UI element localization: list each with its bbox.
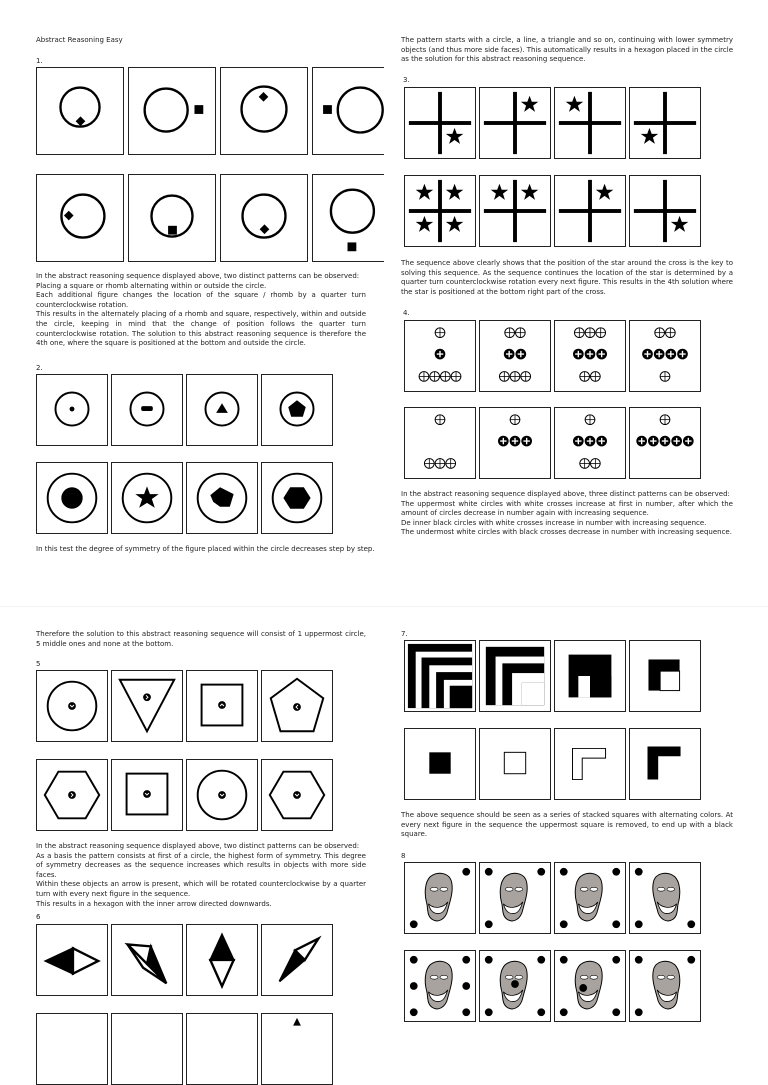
triangle-arrow-icon bbox=[112, 671, 182, 741]
black-cross-circle-icon bbox=[596, 436, 607, 447]
q7-figure-1 bbox=[404, 640, 476, 712]
black-dot-icon bbox=[687, 956, 695, 964]
black-l-shape-icon bbox=[630, 729, 700, 799]
circle-cross-figure bbox=[480, 408, 550, 478]
white-cross-circle-icon bbox=[451, 372, 461, 382]
q4-answer-1[interactable] bbox=[404, 407, 476, 479]
q1-explanation-line-1: In the abstract reasoning sequence displayed above, two distinct patterns can be observed: bbox=[36, 272, 360, 280]
hexagon-arrow-icon bbox=[262, 760, 332, 830]
black-dot-icon bbox=[560, 920, 568, 928]
black-cross-circle-icon bbox=[585, 349, 596, 360]
q8-answer-2[interactable] bbox=[479, 950, 551, 1022]
q1-explanation bbox=[36, 272, 366, 349]
face-with-dots-figure bbox=[555, 863, 625, 933]
q7-answer-1[interactable] bbox=[404, 728, 476, 800]
white-cross-circle-icon bbox=[499, 372, 509, 382]
circle-rhomb-icon bbox=[221, 175, 307, 261]
face-icon bbox=[575, 873, 602, 921]
q4-figure-3 bbox=[554, 320, 626, 392]
white-cross-circle-icon bbox=[446, 459, 456, 469]
q7-label: 7. bbox=[401, 630, 408, 638]
q1-answer-4[interactable] bbox=[312, 174, 384, 262]
black-cross-circle-icon bbox=[636, 436, 647, 447]
white-cross-circle-icon bbox=[660, 372, 670, 382]
black-dot-icon bbox=[635, 956, 643, 964]
q4-explanation-line-3: De inner black circles with white crosses increase in number with increasing sequence. bbox=[401, 518, 707, 527]
face-with-dots-figure bbox=[555, 951, 625, 1021]
q4-continued: Therefore the solution to this abstract reasoning sequence will consist of 1 uppermost circle, 5 middle ones and none at the bottom. bbox=[36, 630, 366, 648]
black-cross-circle-icon bbox=[515, 349, 526, 360]
circle-square-icon bbox=[313, 68, 384, 154]
square-arrow-icon bbox=[187, 671, 257, 741]
q4-answer-4[interactable] bbox=[629, 407, 701, 479]
black-cross-circle-icon bbox=[498, 436, 509, 447]
white-cross-circle-icon bbox=[510, 415, 520, 425]
black-dot-icon bbox=[462, 1008, 470, 1016]
q6-figure-3 bbox=[186, 924, 258, 996]
q1-answer-1[interactable] bbox=[36, 174, 124, 262]
square-arrow-icon bbox=[112, 760, 182, 830]
circle-cross-figure bbox=[630, 321, 700, 391]
black-cross-circle-icon bbox=[573, 349, 584, 360]
q5-explanation-line-3: Within these objects an arrow is present, which will be rotated counterclockwise by a quarter turn with every next figure in the sequence. bbox=[36, 880, 366, 898]
circle-cross-figure bbox=[405, 321, 475, 391]
q4-figure-2 bbox=[479, 320, 551, 392]
q8-answer-3[interactable] bbox=[554, 950, 626, 1022]
q2-figure-3 bbox=[186, 374, 258, 446]
q3-figure-2 bbox=[479, 87, 551, 159]
face-with-dots-figure bbox=[405, 951, 475, 1021]
black-dot-icon bbox=[687, 920, 695, 928]
white-cross-circle-icon bbox=[521, 372, 531, 382]
white-cross-circle-icon bbox=[596, 328, 606, 338]
black-cross-circle-icon bbox=[683, 436, 694, 447]
circle-irregular-shape-icon bbox=[187, 463, 257, 533]
q5-figure-3 bbox=[186, 670, 258, 742]
black-cross-circle-icon bbox=[671, 436, 682, 447]
black-dot-icon bbox=[410, 1008, 418, 1016]
circle-star-icon bbox=[112, 463, 182, 533]
q3-label: 3. bbox=[403, 76, 410, 84]
q2-figure-1 bbox=[36, 374, 108, 446]
black-cross-circle-icon bbox=[648, 436, 659, 447]
q5-explanation-line-2: As a basis the pattern consists at first of a circle, the highest form of symmetry. This degree of symmetry decreases as the sequence increases which results in objects with more side faces. bbox=[36, 851, 366, 879]
q4-label: 4. bbox=[403, 309, 410, 317]
black-dot-icon bbox=[511, 980, 519, 988]
q7-answer-4[interactable] bbox=[629, 728, 701, 800]
q7-answer-2[interactable] bbox=[479, 728, 551, 800]
stacked-squares-icon bbox=[480, 641, 550, 711]
q4-explanation-line-4: The undermost white circles with black crosses decrease in number with increasing sequence. bbox=[401, 528, 732, 537]
q5-answer-4[interactable] bbox=[261, 759, 333, 831]
black-dot-icon bbox=[612, 1008, 620, 1016]
black-dot-icon bbox=[462, 982, 470, 990]
circle-cross-figure bbox=[630, 408, 700, 478]
white-cross-circle-icon bbox=[585, 415, 595, 425]
q6-figure-4 bbox=[261, 924, 333, 996]
q5-figure-2 bbox=[111, 670, 183, 742]
black-dot-icon bbox=[485, 956, 493, 964]
black-dot-icon bbox=[462, 868, 470, 876]
q6-label: 6 bbox=[36, 913, 41, 921]
white-l-shape-icon bbox=[555, 729, 625, 799]
white-cross-circle-icon bbox=[435, 415, 445, 425]
page-divider bbox=[0, 606, 768, 607]
split-rhomb-icon bbox=[262, 925, 332, 995]
face-with-dots-figure bbox=[405, 863, 475, 933]
circle-cross-figure bbox=[555, 321, 625, 391]
q8-answer-1[interactable] bbox=[404, 950, 476, 1022]
circle-square-icon bbox=[129, 175, 215, 261]
q3-figure-4 bbox=[629, 87, 701, 159]
white-cross-circle-icon bbox=[655, 328, 665, 338]
black-cross-circle-icon bbox=[521, 436, 532, 447]
circle-cross-figure bbox=[555, 408, 625, 478]
q3-explanation: The sequence above clearly shows that the position of the star around the cross is the key to solving this sequence. As the sequence continues the location of the star is determined by a quarter turn counterclockwise rotation every next figure. This results in the 4th solution where the star is positioned at the bottom right part of the cross. bbox=[401, 259, 733, 296]
white-cross-circle-icon bbox=[430, 372, 440, 382]
face-icon bbox=[575, 961, 602, 1009]
pentagon-arrow-icon bbox=[262, 671, 332, 741]
black-dot-icon bbox=[485, 868, 493, 876]
circle-cross-figure bbox=[480, 321, 550, 391]
black-dot-icon bbox=[560, 868, 568, 876]
cross-four-stars-icon bbox=[405, 176, 475, 246]
white-cross-circle-icon bbox=[580, 459, 590, 469]
white-cross-circle-icon bbox=[505, 328, 515, 338]
q2-explanation: In this test the degree of symmetry of the figure placed within the circle decreases step by step. bbox=[36, 545, 375, 553]
black-dot-icon bbox=[635, 1008, 643, 1016]
q7-explanation: The above sequence should be seen as a series of stacked squares with alternating colors. At every next figure in the sequence the uppermost square is removed, to end up with a black square. bbox=[401, 811, 733, 839]
q3-answer-2[interactable] bbox=[479, 175, 551, 247]
q8-figure-1 bbox=[404, 862, 476, 934]
white-cross-circle-icon bbox=[424, 459, 434, 469]
black-cross-circle-icon bbox=[573, 436, 584, 447]
q1-figure-1 bbox=[36, 67, 124, 155]
white-cross-circle-icon bbox=[435, 328, 445, 338]
face-with-dots-figure bbox=[480, 951, 550, 1021]
q8-label: 8 bbox=[401, 852, 406, 860]
black-dot-icon bbox=[537, 1008, 545, 1016]
circle-arrow-icon bbox=[187, 760, 257, 830]
q5-answer-3[interactable] bbox=[186, 759, 258, 831]
q1-explanation-line-4: This results in the alternately placing of a rhomb and square, respectively, within and outside the circle, keeping in mind that the change of position follows the quarter turn counterclockwise rotation. The solution to this abstract reasoning sequence is therefore the 4th one, where the square is positioned at the bottom and outside the circle. bbox=[36, 310, 366, 348]
q3-figure-1 bbox=[404, 87, 476, 159]
q3-answer-1[interactable] bbox=[404, 175, 476, 247]
white-cross-circle-icon bbox=[590, 459, 600, 469]
q7-figure-3 bbox=[554, 640, 626, 712]
q8-figure-3 bbox=[554, 862, 626, 934]
white-cross-circle-icon bbox=[580, 372, 590, 382]
q8-figure-4 bbox=[629, 862, 701, 934]
circle-filled-circle-icon bbox=[37, 463, 107, 533]
black-square-icon bbox=[405, 729, 475, 799]
q5-label: 5 bbox=[36, 660, 41, 668]
q5-explanation-line-1: In the abstract reasoning sequence displayed above, two distinct patterns can be observed: bbox=[36, 842, 360, 850]
black-cross-circle-icon bbox=[654, 349, 665, 360]
black-cross-circle-icon bbox=[596, 349, 607, 360]
q2-label: 2. bbox=[36, 364, 43, 372]
white-cross-circle-icon bbox=[435, 459, 445, 469]
q2-answer-4[interactable] bbox=[261, 462, 333, 534]
q4-figure-4 bbox=[629, 320, 701, 392]
q3-answer-4[interactable] bbox=[629, 175, 701, 247]
black-cross-circle-icon bbox=[665, 349, 676, 360]
face-icon bbox=[653, 873, 680, 921]
q2-answer-2[interactable] bbox=[111, 462, 183, 534]
circle-cross-figure bbox=[405, 408, 475, 478]
black-dot-icon bbox=[537, 868, 545, 876]
q2-figure-2 bbox=[111, 374, 183, 446]
q7-figure-2 bbox=[479, 640, 551, 712]
q1-explanation-line-3: Each additional figure changes the location of the square / rhomb by a quarter turn counterclockwise rotation. bbox=[36, 291, 366, 309]
cross-star-icon bbox=[630, 88, 700, 158]
white-cross-circle-icon bbox=[585, 328, 595, 338]
black-dot-icon bbox=[612, 956, 620, 964]
cross-two-stars-icon bbox=[480, 176, 550, 246]
q3-answer-3[interactable] bbox=[554, 175, 626, 247]
black-dot-icon bbox=[410, 956, 418, 964]
page-title: Abstract Reasoning Easy bbox=[36, 36, 123, 44]
circle-hexagon-icon bbox=[262, 463, 332, 533]
black-dot-icon bbox=[635, 920, 643, 928]
q5-explanation-line-4: This results in a hexagon with the inner arrow directed downwards. bbox=[36, 899, 272, 908]
q2-continued: The pattern starts with a circle, a line, a triangle and so on, continuing with lower symmetry objects (and thus more side faces). This automatically results in a hexagon placed in the circle as the solution for this abstract reasoning sequence. bbox=[401, 36, 733, 64]
black-cross-circle-icon bbox=[510, 436, 521, 447]
face-icon bbox=[425, 873, 452, 921]
black-dot-icon bbox=[560, 956, 568, 964]
circle-dot-icon bbox=[37, 375, 107, 445]
q3-figure-3 bbox=[554, 87, 626, 159]
white-cross-circle-icon bbox=[590, 372, 600, 382]
black-dot-icon bbox=[579, 984, 587, 992]
q4-explanation-line-2: The uppermost white circles with white crosses increase at first in number, after which the amount of circles decrease in number again with increasing sequence. bbox=[401, 499, 733, 518]
circle-square-icon bbox=[129, 68, 215, 154]
black-dot-icon bbox=[485, 1008, 493, 1016]
cross-star-icon bbox=[480, 88, 550, 158]
split-rhomb-icon bbox=[187, 925, 257, 995]
q4-explanation bbox=[401, 490, 733, 538]
black-dot-icon bbox=[612, 868, 620, 876]
circle-triangle-icon bbox=[187, 375, 257, 445]
black-dot-icon bbox=[635, 868, 643, 876]
white-cross-circle-icon bbox=[515, 328, 525, 338]
black-cross-circle-icon bbox=[677, 349, 688, 360]
white-cross-circle-icon bbox=[440, 372, 450, 382]
cross-star-icon bbox=[405, 88, 475, 158]
circle-square-icon bbox=[313, 175, 384, 261]
q5-answer-2[interactable] bbox=[111, 759, 183, 831]
q1-label: 1. bbox=[36, 57, 43, 65]
white-cross-circle-icon bbox=[419, 372, 429, 382]
q1-answer-3[interactable] bbox=[220, 174, 308, 262]
stacked-squares-icon bbox=[630, 641, 700, 711]
circle-rhomb-icon bbox=[37, 68, 123, 154]
circle-rhomb-icon bbox=[221, 68, 307, 154]
q7-figure-4 bbox=[629, 640, 701, 712]
circle-pentagon-icon bbox=[262, 375, 332, 445]
q1-explanation-line-2: Placing a square or rhomb alternating within or outside the circle. bbox=[36, 281, 267, 290]
circle-arrow-icon bbox=[37, 671, 107, 741]
black-dot-icon bbox=[410, 920, 418, 928]
cross-star-icon bbox=[555, 88, 625, 158]
white-square-icon bbox=[480, 729, 550, 799]
black-dot-icon bbox=[612, 920, 620, 928]
q4-answer-2[interactable] bbox=[479, 407, 551, 479]
circle-line-icon bbox=[112, 375, 182, 445]
q4-explanation-line-1: In the abstract reasoning sequence displayed above, three distinct patterns can be observed: bbox=[401, 490, 730, 498]
black-dot-icon bbox=[485, 920, 493, 928]
q2-figure-4 bbox=[261, 374, 333, 446]
black-cross-circle-icon bbox=[660, 436, 671, 447]
white-cross-circle-icon bbox=[660, 415, 670, 425]
cross-star-icon bbox=[555, 176, 625, 246]
face-with-dots-figure bbox=[630, 951, 700, 1021]
cross-star-icon bbox=[630, 176, 700, 246]
white-cross-circle-icon bbox=[510, 372, 520, 382]
q6-figure-1 bbox=[36, 924, 108, 996]
q6-figure-2 bbox=[111, 924, 183, 996]
q8-answer-4[interactable] bbox=[629, 950, 701, 1022]
split-rhomb-icon bbox=[37, 925, 107, 995]
black-cross-circle-icon bbox=[435, 349, 446, 360]
white-cross-circle-icon bbox=[665, 328, 675, 338]
q5-explanation bbox=[36, 842, 366, 909]
face-icon bbox=[653, 961, 680, 1009]
face-icon bbox=[425, 961, 452, 1009]
split-rhomb-icon bbox=[262, 1014, 332, 1084]
stacked-squares-icon bbox=[555, 641, 625, 711]
hexagon-arrow-icon bbox=[37, 760, 107, 830]
circle-rhomb-icon bbox=[37, 175, 123, 261]
face-icon bbox=[500, 873, 527, 921]
black-dot-icon bbox=[410, 982, 418, 990]
q2-answer-3[interactable] bbox=[186, 462, 258, 534]
white-cross-circle-icon bbox=[574, 328, 584, 338]
q7-answer-3[interactable] bbox=[554, 728, 626, 800]
q1-answer-2[interactable] bbox=[128, 174, 216, 262]
black-cross-circle-icon bbox=[642, 349, 653, 360]
black-dot-icon bbox=[560, 1008, 568, 1016]
q8-figure-2 bbox=[479, 862, 551, 934]
q4-answer-3[interactable] bbox=[554, 407, 626, 479]
q5-answer-1[interactable] bbox=[36, 759, 108, 831]
black-dot-icon bbox=[462, 956, 470, 964]
q2-answer-1[interactable] bbox=[36, 462, 108, 534]
face-with-dots-figure bbox=[630, 863, 700, 933]
black-cross-circle-icon bbox=[585, 436, 596, 447]
q4-figure-1 bbox=[404, 320, 476, 392]
q1-figure-4 bbox=[312, 67, 384, 155]
split-rhomb-icon bbox=[112, 925, 182, 995]
q5-figure-4 bbox=[261, 670, 333, 742]
black-dot-icon bbox=[537, 956, 545, 964]
face-with-dots-figure bbox=[480, 863, 550, 933]
q5-figure-1 bbox=[36, 670, 108, 742]
stacked-squares-icon bbox=[405, 641, 475, 711]
black-cross-circle-icon bbox=[504, 349, 515, 360]
q1-figure-3 bbox=[220, 67, 308, 155]
q1-figure-2 bbox=[128, 67, 216, 155]
